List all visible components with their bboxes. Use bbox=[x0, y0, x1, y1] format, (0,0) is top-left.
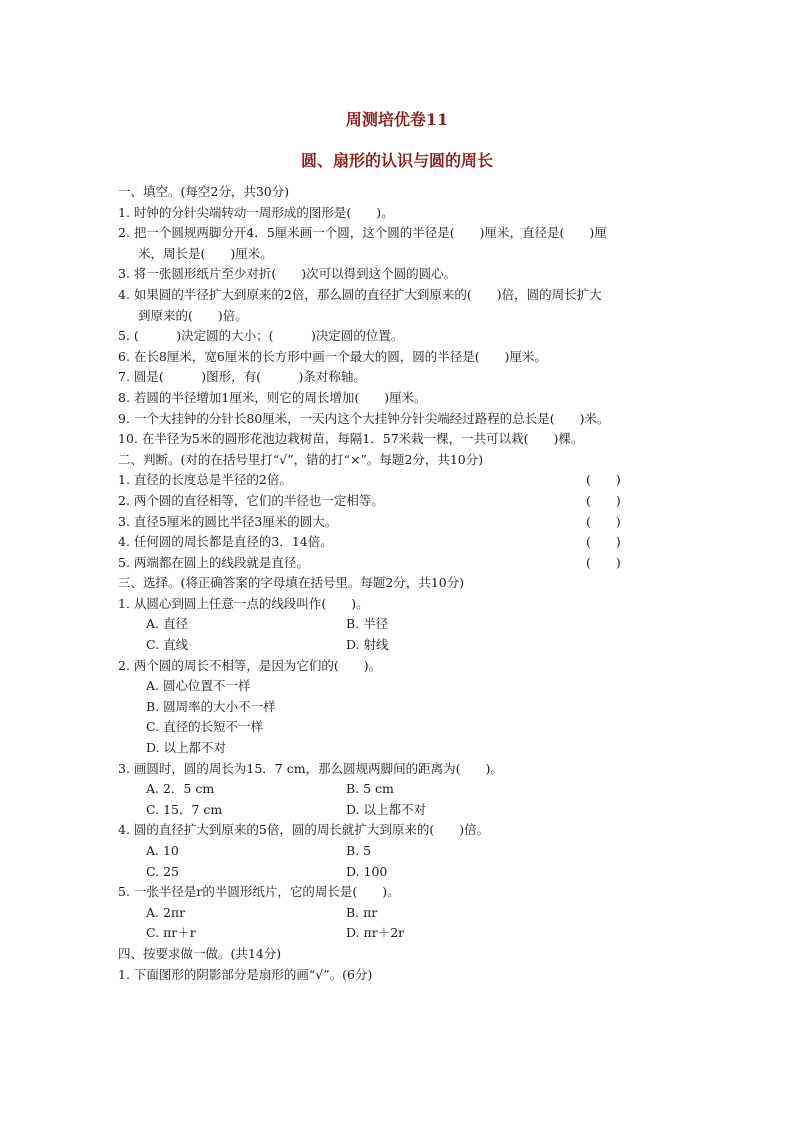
option-c: C. 25 bbox=[146, 863, 179, 879]
section3-heading: 三、选择。(将正确答案的字母填在括号里。每题2分，共10分) bbox=[118, 575, 465, 591]
fill-question: 7. 圆是( )图形，有( )条对称轴。 bbox=[118, 369, 366, 385]
fill-question: 6. 在长8厘米，宽6厘米的长方形中画一个最大的圆，圆的半径是( )厘米。 bbox=[118, 348, 548, 364]
section2-heading: 二、判断。(对的在括号里打“√”，错的打“×”。每题2分，共10分) bbox=[118, 451, 484, 467]
option-a: A. 圆心位置不一样 bbox=[146, 678, 251, 694]
choice-options-row bbox=[118, 635, 678, 656]
choice-options-row bbox=[118, 903, 678, 924]
answer-paren: ( ) bbox=[586, 472, 621, 488]
fill-question-continued: 到原来的( )倍。 bbox=[138, 307, 248, 323]
answer-paren: ( ) bbox=[586, 554, 621, 570]
option-a: A. 直径 bbox=[146, 616, 188, 632]
judge-text: 5. 两端都在圆上的线段就是直径。 bbox=[118, 554, 309, 570]
choice-options-row bbox=[118, 779, 678, 800]
fill-question: 2. 把一个圆规两脚分开4．5厘米画一个圆，这个圆的半径是( )厘米，直径是( )厘 bbox=[118, 225, 607, 241]
option-d: D. 以上都不对 bbox=[346, 801, 427, 817]
fill-question: 3. 将一张圆形纸片至少对折( )次可以得到这个圆的圆心。 bbox=[118, 266, 457, 282]
option-b: B. πr bbox=[346, 904, 378, 920]
answer-paren: ( ) bbox=[586, 534, 621, 550]
option-b: B. 5 bbox=[346, 843, 372, 858]
option-b: B. 半径 bbox=[346, 616, 389, 632]
option-b: B. 5 cm bbox=[346, 781, 394, 797]
judge-text: 2. 两个圆的直径相等，它们的半径也一定相等。 bbox=[118, 492, 384, 508]
fill-question: 9. 一个大挂钟的分针长80厘米，一天内这个大挂钟分针尖端经过路程的总长是( )米。 bbox=[118, 410, 610, 426]
choice-options-row bbox=[118, 862, 678, 883]
answer-paren: ( ) bbox=[586, 513, 621, 529]
fill-question: 5. ( )决定圆的大小；( )决定圆的位置。 bbox=[118, 328, 404, 344]
choice-options-row bbox=[118, 800, 678, 821]
option-a: A. 10 bbox=[146, 843, 179, 858]
option-a: A. 2πr bbox=[146, 904, 186, 920]
choice-options-row bbox=[118, 841, 678, 862]
worksheet-title: 周测培优卷11 bbox=[345, 110, 449, 129]
option-d: D. 射线 bbox=[346, 637, 389, 653]
option-c: C. 直线 bbox=[146, 637, 189, 653]
fill-question: 8. 若圆的半径增加1厘米，则它的周长增加( )厘米。 bbox=[118, 389, 427, 405]
section1-heading: 一、填空。(每空2分，共30分) bbox=[118, 184, 290, 199]
judge-question bbox=[118, 491, 678, 512]
option-c: C. πr＋r bbox=[146, 925, 196, 941]
judge-question bbox=[118, 532, 678, 553]
choice-question-stem: 1. 从圆心到圆上任意一点的线段叫作( )。 bbox=[118, 595, 369, 611]
worksheet-content bbox=[118, 182, 678, 985]
option-d: D. 100 bbox=[346, 863, 388, 879]
choice-options-row bbox=[118, 923, 678, 944]
judge-text: 3. 直径5厘米的圆比半径3厘米的圆大。 bbox=[118, 513, 338, 529]
option-c: C. 15．7 cm bbox=[146, 801, 223, 817]
judge-question bbox=[118, 470, 678, 491]
choice-options-row bbox=[118, 614, 678, 635]
answer-paren: ( ) bbox=[586, 492, 621, 508]
option-a: A. 2．5 cm bbox=[146, 781, 215, 797]
choice-question-stem: 4. 圆的直径扩大到原来的5倍，圆的周长就扩大到原来的( )倍。 bbox=[118, 822, 490, 838]
judge-question bbox=[118, 553, 678, 574]
judge-text: 4. 任何圆的周长都是直径的3．14倍。 bbox=[118, 534, 333, 550]
fill-question: 4. 如果圆的半径扩大到原来的2倍，那么圆的直径扩大到原来的( )倍，圆的周长扩大 bbox=[118, 286, 602, 302]
option-d: D. πr＋2r bbox=[346, 925, 405, 941]
choice-question-stem: 3. 画圆时，圆的周长为15．7 cm，那么圆规两脚间的距离为( )。 bbox=[118, 760, 503, 776]
worksheet-subtitle: 圆、扇形的认识与圆的周长 bbox=[300, 151, 493, 170]
section4-heading: 四、按要求做一做。(共14分) bbox=[118, 945, 282, 961]
task-question: 1. 下面图形的阴影部分是扇形的画“√”。(6分) bbox=[118, 966, 373, 982]
choice-question-stem: 2. 两个圆的周长不相等，是因为它们的( )。 bbox=[118, 657, 382, 673]
option-d: D. 以上都不对 bbox=[146, 740, 227, 756]
judge-text: 1. 直径的长度总是半径的2倍。 bbox=[118, 472, 292, 488]
option-c: C. 直径的长短不一样 bbox=[146, 719, 264, 735]
fill-question: 10. 在半径为5米的圆形花池边栽树苗，每隔1．57米栽一棵，一共可以栽( )棵。 bbox=[118, 431, 584, 447]
fill-question: 1. 时钟的分针尖端转动一周形成的图形是( )。 bbox=[118, 204, 394, 220]
judge-question bbox=[118, 512, 678, 533]
option-b: B. 圆周率的大小不一样 bbox=[146, 698, 276, 714]
choice-question-stem: 5. 一张半径是r的半圆形纸片，它的周长是( )。 bbox=[118, 884, 400, 900]
fill-question-continued: 米，周长是( )厘米。 bbox=[138, 245, 273, 261]
